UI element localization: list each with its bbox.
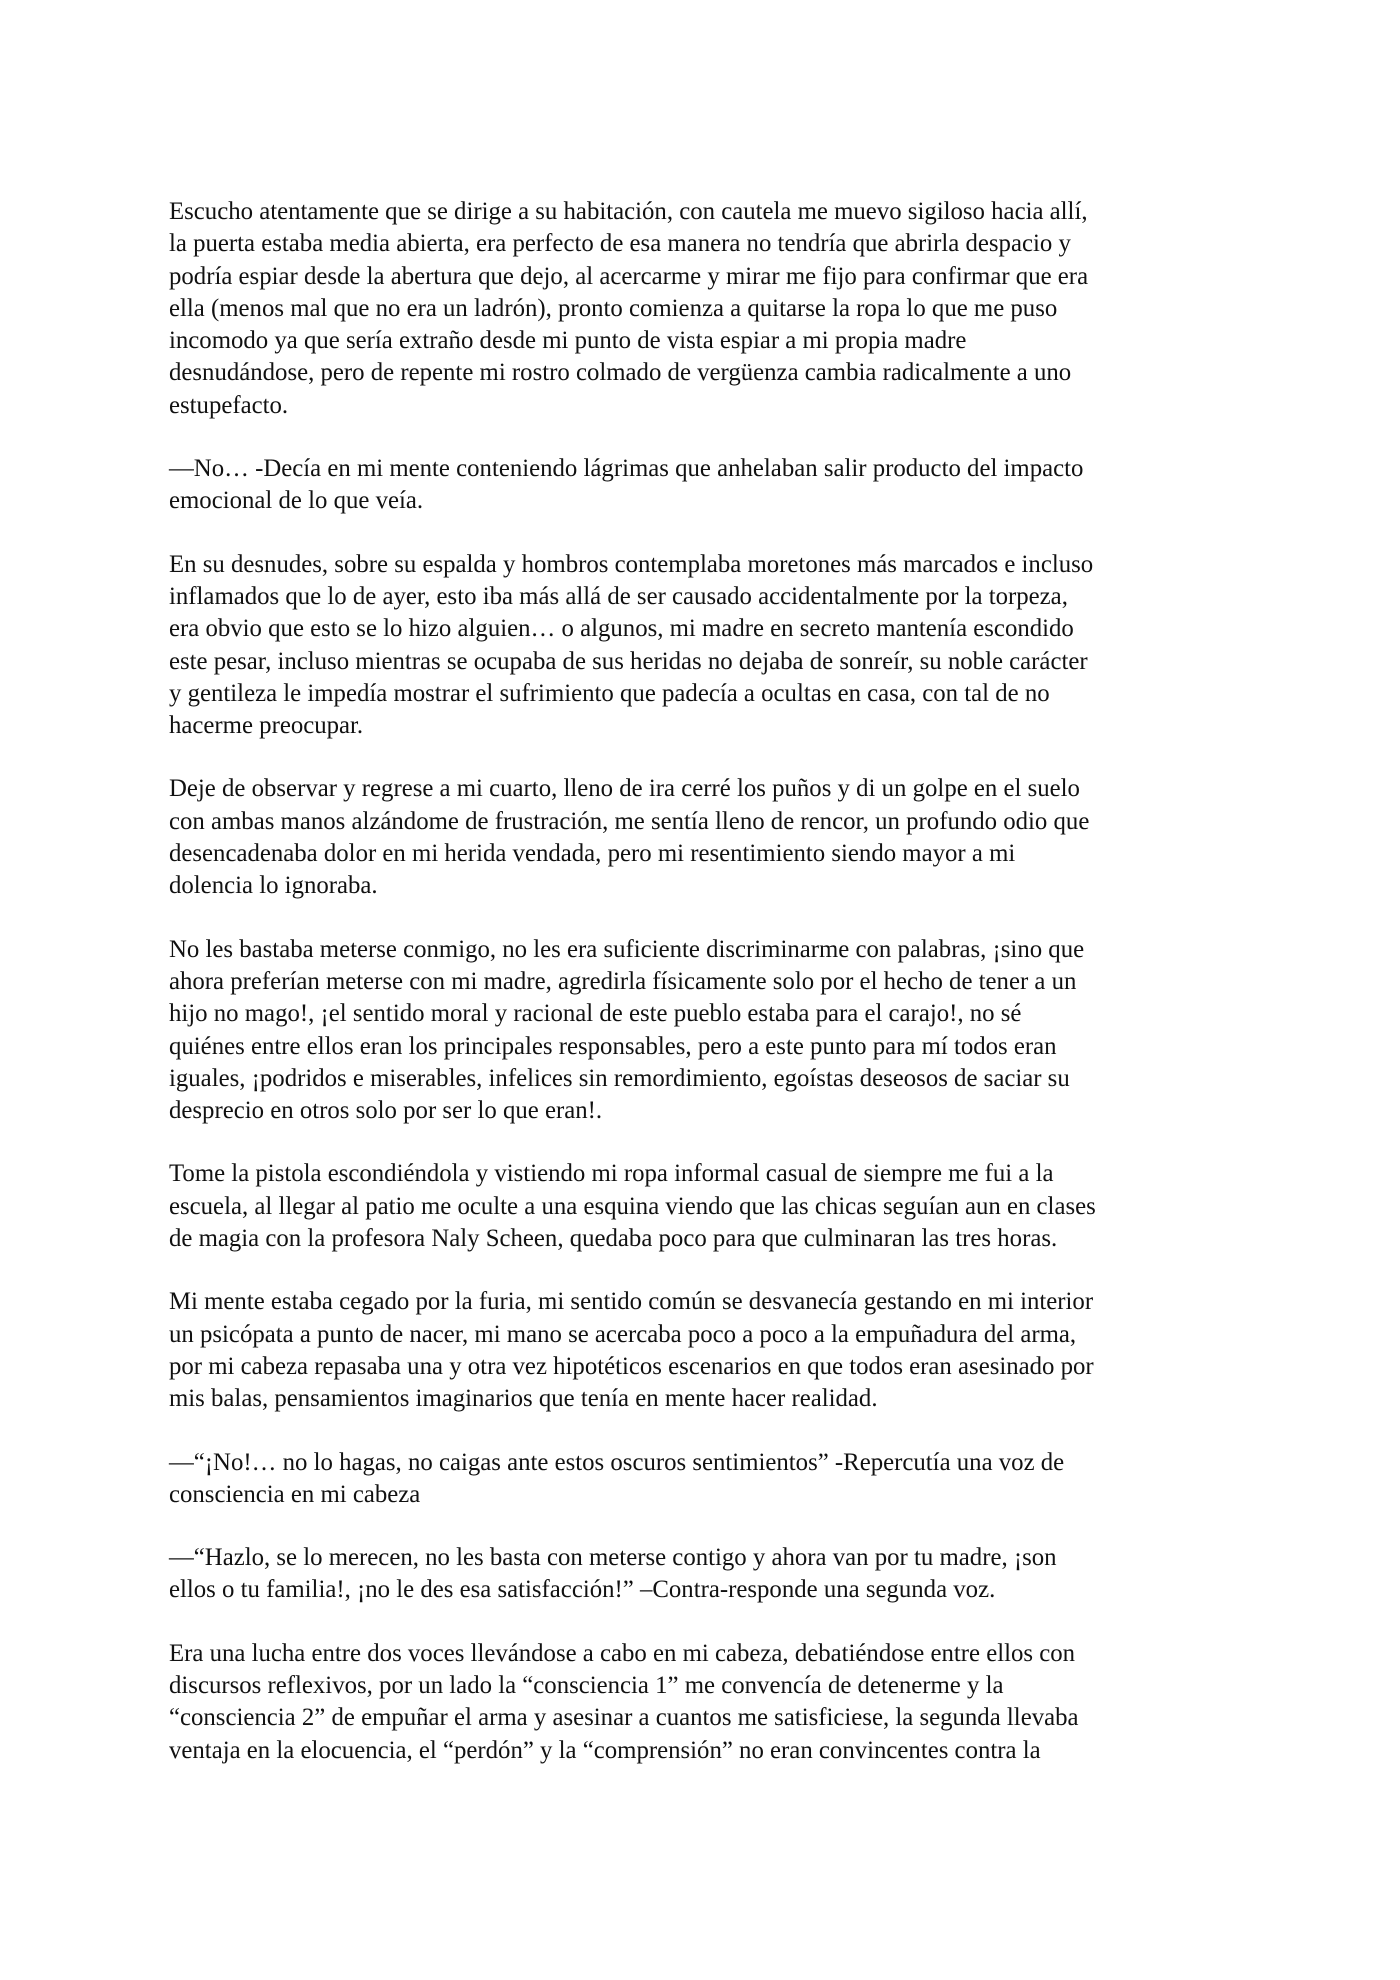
paragraph-8: —“¡No!… no lo hagas, no caigas ante estos oscuros sentimientos” -Repercutía una voz de consciencia en mi cabeza <box>169 1448 1065 1508</box>
paragraph-2: —No… -Decía en mi mente conteniendo lágrimas que anhelaban salir producto del impacto emocional de lo que veía. <box>169 455 1084 515</box>
paragraph-9: —“Hazlo, se lo merecen, no les basta con meterse contigo y ahora van por tu madre, ¡son ellos o tu familia!, ¡no le des esa satisfacción!” –Contra-responde una segunda voz. <box>169 1544 1057 1604</box>
paragraph-10: Era una lucha entre dos voces llevándose a cabo en mi cabeza, debatiéndose entre ellos con discursos reflexivos, por un lado la “consciencia 1” me convencía de detenerme y la “consciencia 2” de empuñar el arma y asesinar a cuantos me satisficiese, la segunda llevaba ventaja en la elocuencia, el “perdón” y la “comprensión” no eran convincentes contra la <box>169 1639 1079 1764</box>
document-body <box>169 196 1244 1798</box>
paragraph-5: No les bastaba meterse conmigo, no les era suficiente discriminarme con palabras, ¡sino que ahora preferían meterse con mi madre, agredirla físicamente solo por el hecho de tener a un hijo no mago!, ¡el sentido moral y racional de este pueblo estaba para el carajo!, no sé quiénes entre ellos eran los principales responsables, pero a este punto para mí todos eran iguales, ¡podridos e miserables, infelices sin remordimiento, egoístas deseosos de saciar su desprecio en otros solo por ser lo que eran!. <box>169 935 1085 1125</box>
paragraph-4: Deje de observar y regrese a mi cuarto, lleno de ira cerré los puños y di un golpe en el suelo con ambas manos alzándome de frustración, me sentía lleno de rencor, un profundo odio que desencadenaba dolor en mi herida vendada, pero mi resentimiento siendo mayor a mi dolencia lo ignoraba. <box>169 775 1090 900</box>
paragraph-3: En su desnudes, sobre su espalda y hombros contemplaba moretones más marcados e incluso inflamados que lo de ayer, esto iba más allá de ser causado accidentalmente por la torpeza, era obvio que esto se lo hizo alguien… o algunos, mi madre en secreto mantenía escondido este pesar, incluso mientras se ocupaba de sus heridas no dejaba de sonreír, su noble carácter y gentileza le impedía mostrar el sufrimiento que padecía a ocultas en casa, con tal de no hacerme preocupar. <box>169 550 1094 740</box>
paragraph-6: Tome la pistola escondiéndola y vistiendo mi ropa informal casual de siempre me fui a la escuela, al llegar al patio me oculte a una esquina viendo que las chicas seguían aun en clases de magia con la profesora Naly Scheen, quedaba poco para que culminaran las tres horas. <box>169 1160 1096 1253</box>
paragraph-1: Escucho atentamente que se dirige a su habitación, con cautela me muevo sigiloso hacia allí, la puerta estaba media abierta, era perfecto de esa manera no tendría que abrirla despacio y podría espiar desde la abertura que dejo, al acercarme y mirar me fijo para confirmar que era ella (menos mal que no era un ladrón), pronto comienza a quitarse la ropa lo que me puso incomodo ya que sería extraño desde mi punto de vista espiar a mi propia madre desnudándose, pero de repente mi rostro colmado de vergüenza cambia radicalmente a uno estupefacto. <box>169 198 1089 419</box>
paragraph-7: Mi mente estaba cegado por la furia, mi sentido común se desvanecía gestando en mi interior un psicópata a punto de nacer, mi mano se acercaba poco a poco a la empuñadura del arma, por mi cabeza repasaba una y otra vez hipotéticos escenarios en que todos eran asesinado por mis balas, pensamientos imaginarios que tenía en mente hacer realidad. <box>169 1288 1094 1413</box>
